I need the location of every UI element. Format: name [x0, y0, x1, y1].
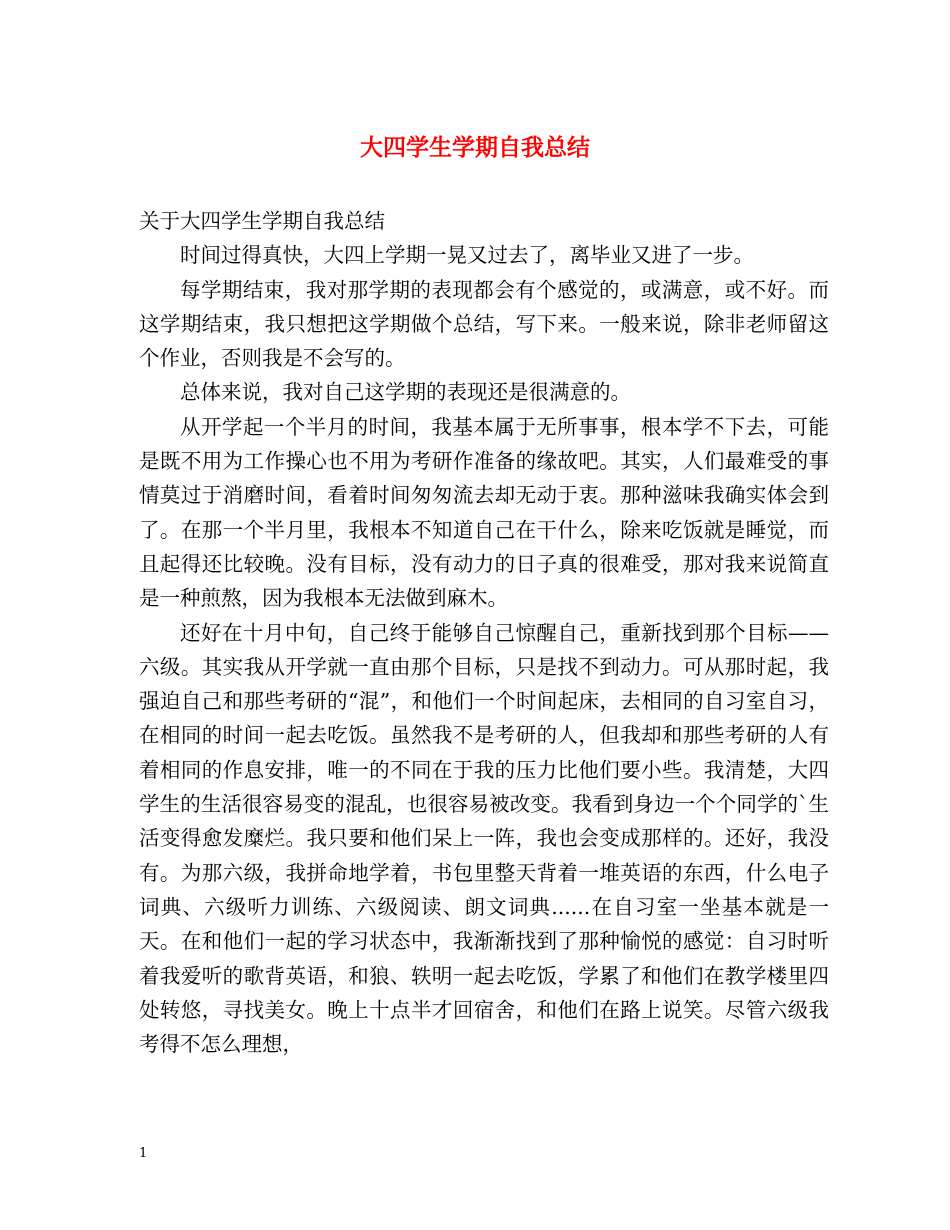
- paragraph: 时间过得真快，大四上学期一晃又过去了，离毕业又进了一步。: [180, 243, 754, 268]
- paragraph: 每学期结束，我对那学期的表现都会有个感觉的，或满意，或不好。而这学期结束，我只想把这学期做个总结，写下来。一般来说，除非老师留这个作业，否则我是不会写的。: [139, 277, 829, 371]
- paragraph: 总体来说，我对自己这学期的表现还是很满意的。: [180, 380, 631, 405]
- document-body: [139, 204, 829, 1061]
- page-number: 1: [139, 1146, 148, 1161]
- paragraph: 还好在十月中旬，自己终于能够自己惊醒自己，重新找到那个目标——六级。其实我从开学就一直由那个目标，只是找不到动力。可从那时起，我强迫自己和那些考研的“混”，和他们一个时间起床，去相同的自习室自习，在相同的时间一起去吃饭。虽然我不是考研的人，但我却和那些考研的人有着相同的作息安排，唯一的不同在于我的压力比他们要小些。我清楚，大四学生的生活很容易变的混乱，也很容易被改变。我看到身边一个个同学的`生活变得愈发糜烂。我只要和他们呆上一阵，我也会变成那样的。还好，我没有。为那六级，我拼命地学着，书包里整天背着一堆英语的东西，什么电子词典、六级听力训练、六级阅读、朗文词典......在自习室一坐基本就是一天。在和他们一起的学习状态中，我渐渐找到了那种愉悦的感觉：自习时听着我爱听的歌背英语，和狼、轶明一起去吃饭，学累了和他们在教学楼里四处转悠，寻找美女。晚上十点半才回宿舍，和他们在路上说笑。尽管六级我考得不怎么理想，: [139, 620, 829, 1057]
- document-subtitle: 关于大四学生学期自我总结: [139, 209, 385, 233]
- document-title: 大四学生学期自我总结: [360, 134, 590, 161]
- paragraph: 从开学起一个半月的时间，我基本属于无所事事，根本学不下去，可能是既不用为工作操心也不用为考研作准备的缘故吧。其实，人们最难受的事情莫过于消磨时间，看着时间匆匆流去却无动于衷。那种滋味我确实体会到了。在那一个半月里，我根本不知道自己在干什么，除来吃饭就是睡觉，而且起得还比较晚。没有目标，没有动力的日子真的很难受，那对我来说简直是一种煎熬，因为我根本无法做到麻木。: [139, 414, 829, 611]
